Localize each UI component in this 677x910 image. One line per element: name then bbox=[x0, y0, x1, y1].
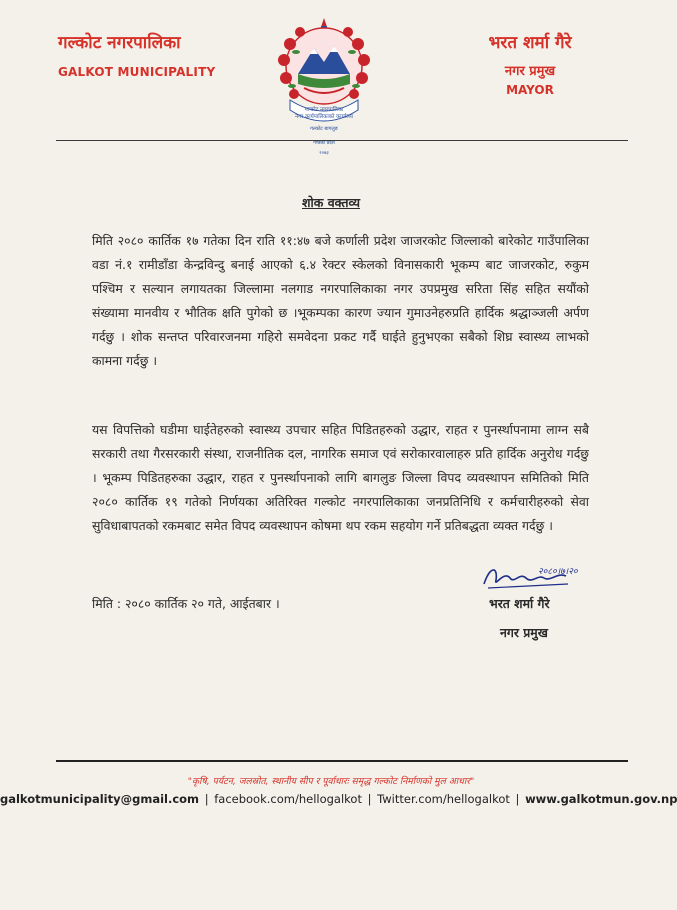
mayor-post-english: MAYOR bbox=[506, 83, 554, 97]
facebook-link[interactable]: facebook.com/hellogalkot bbox=[214, 792, 362, 806]
mayor-post-nepali: नगर प्रमुख bbox=[504, 64, 556, 79]
municipality-heading bbox=[58, 30, 258, 79]
body-paragraph-2: यस विपत्तिको घडीमा घाईतेहरुको स्वास्थ्य उपचार सहित पिडितहरुको उद्धार, राहत र पुनर्स्थापनामा लाग्न सबै सरकारी तथा गैरसरकारी संस्था, राजनीतिक दल, नागरिक समाज एवं सरोकारवालाहरु प्रति हार्दिक अनुरोध गर्दछु । भूकम्प पिडितहरुका उद्धार, राहत र पुनर्स्थापनाको लागि बागलुङ जिल्ला विपद व्यवस्थापन समितिको मिति २०८० कार्तिक १९ गतेको निर्णयका अतिरिक्त गल्कोट नगरपालिकाका जनप्रतिनिधि र कर्मचारीहरुको सेवा सुविधाबापतको रकमबाट समेत विपद व्यवस्थापन कोषमा थप रकम सहयोग गर्ने प्रतिबद्धता व्यक्त गर्दछु । bbox=[92, 422, 589, 533]
mayor-heading bbox=[440, 30, 620, 97]
emblem-text-4: गण्डकी प्रदेश bbox=[313, 141, 335, 146]
separator: | bbox=[204, 792, 209, 806]
separator: | bbox=[367, 792, 372, 806]
document-date: मिति : २०८० कार्तिक २० गते, आईतबार । bbox=[92, 596, 280, 611]
footer-divider bbox=[56, 760, 628, 762]
separator: | bbox=[515, 792, 520, 806]
body-paragraph-1: मिति २०८० कार्तिक १७ गतेका दिन राति ११:४७ बजे कर्णाली प्रदेश जाजरकोट जिल्लाको बारेकोट गाउँपालिका वडा नं.१ रामीडाँडा केन्द्रविन्दु बनाई आएको ६.४ रेक्टर स्केलको विनासकारी भूकम्प बाट जाजरकोट, रुकुम पश्चिम र सल्यान लगायतका जिल्लामा नलगाड नगरपालिकाका नगर उपप्रमुख सरिता सिंह सहित सयौंको संख्यामा मानवीय र भौतिक क्षति पुगेको छ ।भूकम्पका कारण ज्यान गुमाउनेहरुप्रति हार्दिक श्रद्धाञ्जली अर्पण गर्दछु । शोक सन्तप्त परिवारजनमा गहिरो समवेदना प्रकट गर्दै घाईते हुनुभएका सबैको शिघ्र स्वास्थ्य लाभको कामना गर्दछु । bbox=[92, 233, 589, 368]
footer-motto: "कृषि, पर्यटन, जलस्रोत, स्थानीय सीप र पूर्वाधारः समृद्ध गल्कोट निर्माणको मुल आधार" bbox=[187, 776, 475, 787]
emblem-text-5: २०७३ bbox=[319, 151, 329, 156]
signature-date: २०८०।७।२० bbox=[538, 567, 578, 577]
emblem-text-1: गल्कोट नगरपालिका bbox=[304, 107, 344, 113]
footer-contact-line bbox=[0, 792, 677, 806]
twitter-link[interactable]: Twitter.com/hellogalkot bbox=[377, 792, 510, 806]
header-divider bbox=[56, 140, 628, 141]
signatory-post: नगर प्रमुख bbox=[500, 625, 548, 640]
mayor-name-nepali: भरत शर्मा गैरे bbox=[488, 33, 572, 53]
signatory-name: भरत शर्मा गैरे bbox=[489, 596, 550, 611]
emblem-text-2: नगर कार्यपालिकाको कार्यालय bbox=[295, 114, 353, 120]
handwritten-signature bbox=[480, 560, 578, 592]
document-title: शोक वक्तव्य bbox=[302, 195, 360, 210]
municipality-name-english: GALKOT MUNICIPALITY bbox=[58, 65, 216, 79]
municipality-name-nepali: गल्कोट नगरपालिका bbox=[58, 33, 181, 53]
website-link[interactable]: www.galkotmun.gov.np bbox=[525, 792, 677, 806]
emblem-text-3: गल्कोट बागलुङ bbox=[310, 126, 338, 132]
email-link[interactable]: galkotmunicipality@gmail.com bbox=[0, 792, 200, 806]
